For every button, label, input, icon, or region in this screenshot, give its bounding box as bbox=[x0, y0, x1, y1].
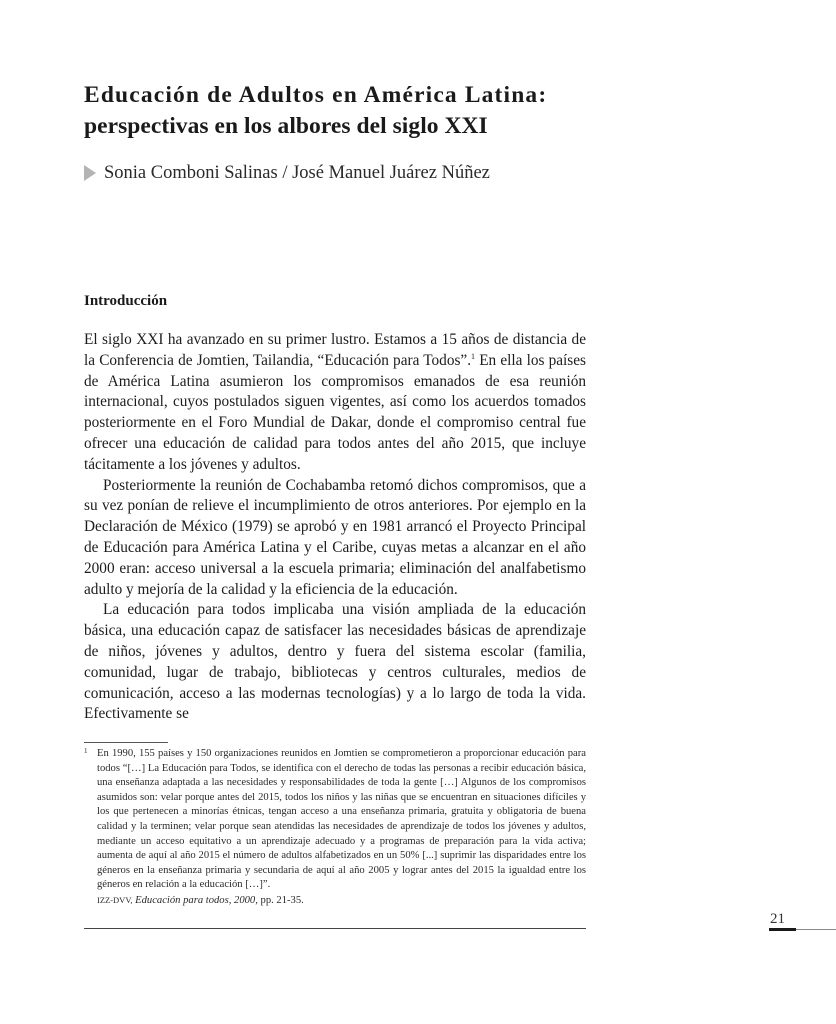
author-line bbox=[84, 162, 490, 184]
title-line-2: perspectivas en los albores del siglo XXI bbox=[84, 113, 488, 139]
footnote-source-author: IZZ-DVV, bbox=[97, 894, 133, 905]
author-names: Sonia Comboni Salinas / José Manuel Juárez Núñez bbox=[104, 162, 490, 183]
triangle-right-icon bbox=[84, 165, 96, 181]
footnote-body bbox=[97, 747, 586, 909]
footnote-separator bbox=[84, 742, 168, 743]
footnote-source-title: Educación para todos, 2000 bbox=[135, 894, 256, 906]
paragraph-3: La educación para todos implicaba una visión ampliada de la educación básica, una educación capaz de satisfacer las necesidades básicas de aprendizaje de niños, jóvenes y adultos, dentro y fuera del sistema escolar (familia, comunidad, lugar de trabajo, bibliotecas y centros culturales, medios de comunicación, acceso a las modernas tecnologías) y a lo largo de toda la vida. Efectivamente se bbox=[84, 601, 586, 723]
article-title bbox=[84, 80, 604, 142]
page-number-rule bbox=[796, 929, 836, 930]
body-text bbox=[84, 330, 586, 725]
section-heading: Introducción bbox=[84, 293, 168, 309]
page-number: 21 bbox=[770, 911, 785, 927]
footnote-reference[interactable]: 1 bbox=[471, 351, 476, 361]
paragraph-1-text-a: El siglo XXI ha avanzado en su primer lustro. Estamos a 15 años de distancia de la Conferencia de Jomtien, Tailandia, “Educación para Todos”. bbox=[84, 331, 586, 369]
footnote-number: 1 bbox=[84, 747, 88, 755]
paragraph-2: Posteriormente la reunión de Cochabamba retomó dichos compromisos, que a su vez ponían de relieve el incumplimiento de otros anteriores. Por ejemplo en la Declaración de México (1979) se aprobó y en 1981 arrancó el Proyecto Principal de Educación para América Latina y el Caribe, cuyas metas a alcanzar en el año 2000 eran: acceso universal a la escuela primaria; eliminación del analfabetismo adulto y mejoría de la calidad y la eficiencia de la educación. bbox=[84, 476, 586, 598]
bottom-rule bbox=[84, 928, 586, 929]
footnote-source bbox=[97, 893, 586, 909]
paragraph-1 bbox=[84, 330, 586, 476]
title-line-1: Educación de Adultos en América Latina: bbox=[84, 82, 548, 108]
footnote bbox=[84, 747, 586, 909]
footnote-source-pages: , pp. 21-35. bbox=[255, 894, 304, 906]
paragraph-1-text-b: En ella los países de América Latina asumieron los compromisos emanados de esa reunión internacional, cuyos postulados siguen vigentes, así como los acuerdos tomados posteriormente en el Foro Mundial de Dakar, donde el compromiso central fue ofrecer una educación de calidad para todos antes del año 2015, que incluye tácitamente a los jóvenes y adultos. bbox=[84, 351, 587, 473]
page-number-bar bbox=[769, 928, 796, 931]
footnote-text: En 1990, 155 países y 150 organizaciones reunidos en Jomtien se comprometieron a proporcionar educación para todos “[…] La Educación para Todos, se identifica con el derecho de todas las personas a recibir educación básica, una enseñanza adaptada a las necesidades y responsabilidades de toda la gente […] Algunos de los compromisos asumidos son: velar porque antes del 2015, todos los niños y las niñas que se encuentran en situaciones difíciles y los que pertenecen a minorías étnicas, tengan acceso a una enseñanza primaria, gratuita y obligatoria de buena calidad y la terminen; velar porque sean atendidas las necesidades de aprendizaje de todos los jóvenes y adultos, mediante un acceso equitativo a un aprendizaje adecuado y a programas de preparación para la vida activa; aumenta de aquí al año 2015 el número de adultos alfabetizados en un 50% [...] suprimir las disparidades entre los géneros en la enseñanza primaria y secundaria de aquí al año 2005 y lograr antes del 2015 la igualdad entre los géneros en relación a la educación […]”. bbox=[97, 748, 586, 891]
